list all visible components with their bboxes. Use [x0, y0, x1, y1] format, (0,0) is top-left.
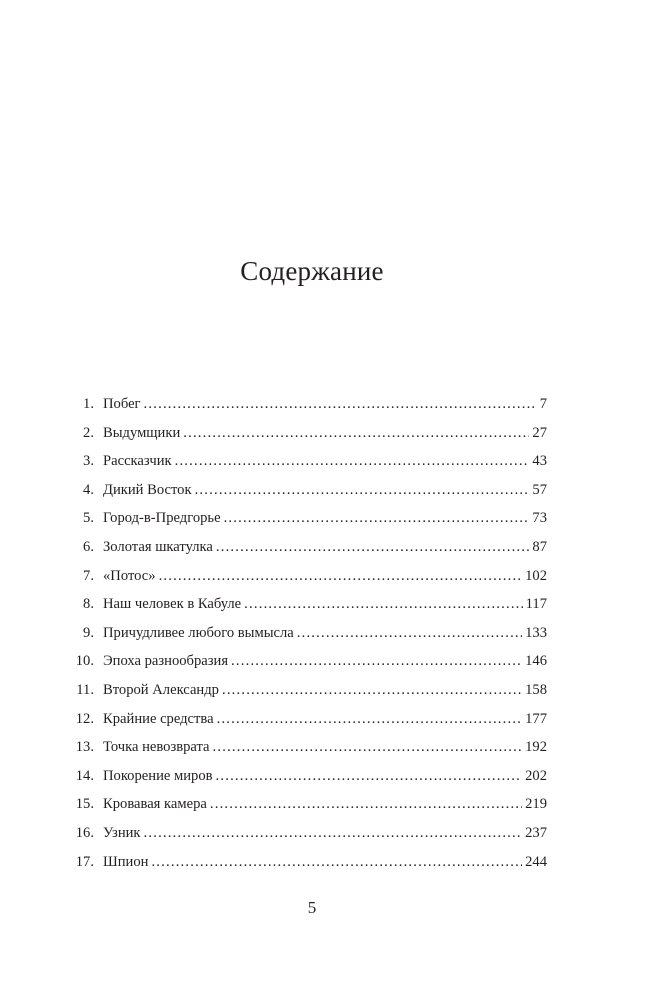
toc-entry-number: 15.	[75, 796, 94, 813]
toc-entry	[60, 705, 547, 734]
toc-entry-page: 102	[525, 567, 547, 584]
toc-entry	[60, 790, 547, 819]
toc-entry	[60, 533, 547, 562]
toc-entry-page: 202	[525, 767, 547, 784]
toc-entry-number: 10.	[75, 653, 94, 670]
toc-dot-leader	[222, 676, 522, 705]
toc-entry	[60, 504, 547, 533]
toc-entry-number: 5.	[83, 510, 94, 527]
toc-entry-page: 133	[525, 624, 547, 641]
toc-entry-page: 177	[525, 710, 547, 727]
toc-entry-page: 7	[539, 396, 547, 412]
toc-entry-page: 27	[532, 424, 547, 441]
toc-dot-leader	[183, 419, 529, 448]
toc-entry-number: 1.	[83, 396, 94, 412]
toc-dot-leader	[244, 590, 522, 619]
toc-entry-number: 13.	[75, 739, 94, 756]
toc-dot-leader	[224, 504, 530, 533]
toc-entry	[60, 848, 547, 877]
toc-entry	[60, 390, 547, 419]
toc-dot-leader	[175, 447, 530, 476]
toc-entry-page: 237	[525, 824, 547, 841]
toc-entry-number: 14.	[75, 767, 94, 784]
toc-entry-title: Причудливее любого вымысла	[103, 624, 294, 641]
toc-entry-number: 8.	[83, 596, 94, 613]
toc-entry-number: 3.	[83, 453, 94, 470]
toc-entry	[60, 733, 547, 762]
toc-dot-leader	[159, 562, 523, 591]
toc-entry-page: 146	[525, 653, 547, 670]
toc-entry-title: «Потос»	[103, 567, 156, 584]
toc-entry-number: 4.	[83, 481, 94, 498]
toc-entry	[60, 590, 547, 619]
toc-dot-leader	[217, 705, 523, 734]
toc-entry-title: Кровавая камера	[103, 796, 207, 813]
toc-entry-title: Выдумщики	[103, 424, 181, 441]
toc-entry	[60, 419, 547, 448]
toc-entry	[60, 447, 547, 476]
toc-entry-number: 11.	[76, 681, 94, 698]
toc-entry-title: Наш человек в Кабуле	[103, 596, 242, 613]
toc-dot-leader	[144, 819, 523, 848]
toc-entry-number: 9.	[83, 624, 94, 641]
toc-entry-title: Побег	[103, 396, 141, 412]
toc-dot-leader	[231, 647, 522, 676]
page-number: 5	[307, 898, 317, 917]
toc-entry	[60, 476, 547, 505]
toc-entry-title: Точка невозврата	[103, 739, 210, 756]
toc-dot-leader	[144, 390, 537, 419]
toc-entry-number: 7.	[83, 567, 94, 584]
toc-entry	[60, 676, 547, 705]
toc-entry-title: Шпион	[103, 853, 149, 870]
toc-entry-page: 158	[525, 681, 547, 698]
toc-dot-leader	[213, 733, 523, 762]
toc-entry-page: 87	[532, 538, 547, 555]
table-of-contents	[60, 390, 547, 876]
toc-dot-leader	[195, 476, 530, 505]
toc-dot-leader	[297, 619, 522, 648]
page-title: Содержание	[240, 256, 384, 286]
toc-entry-number: 6.	[83, 538, 94, 555]
toc-entry-title: Узник	[103, 824, 141, 841]
toc-dot-leader	[151, 848, 522, 877]
toc-entry	[60, 819, 547, 848]
toc-entry-title: Дикий Восток	[103, 481, 192, 498]
toc-entry-page: 117	[525, 596, 547, 613]
toc-entry-page: 219	[525, 796, 547, 813]
toc-entry-number: 2.	[83, 424, 94, 441]
toc-entry-title: Крайние средства	[103, 710, 214, 727]
toc-entry-title: Эпоха разнообразия	[103, 653, 229, 670]
toc-dot-leader	[210, 790, 522, 819]
toc-dot-leader	[216, 533, 530, 562]
toc-entry-title: Рассказчик	[103, 453, 172, 470]
toc-entry-page: 192	[525, 739, 547, 756]
toc-entry-page: 244	[525, 853, 547, 870]
toc-entry-number: 16.	[75, 824, 94, 841]
toc-entry	[60, 619, 547, 648]
toc-entry-number: 17.	[75, 853, 94, 870]
toc-entry	[60, 562, 547, 591]
toc-entry-number: 12.	[75, 710, 94, 727]
toc-entry-page: 43	[532, 453, 547, 470]
toc-entry	[60, 647, 547, 676]
toc-entry-title: Покорение миров	[103, 767, 213, 784]
toc-entry-title: Золотая шкатулка	[103, 538, 213, 555]
toc-entry	[60, 762, 547, 791]
toc-dot-leader	[216, 762, 523, 791]
toc-entry-page: 73	[532, 510, 547, 527]
toc-entry-page: 57	[532, 481, 547, 498]
toc-entry-title: Город-в-Предгорье	[103, 510, 221, 527]
toc-entry-title: Второй Александр	[103, 681, 219, 698]
